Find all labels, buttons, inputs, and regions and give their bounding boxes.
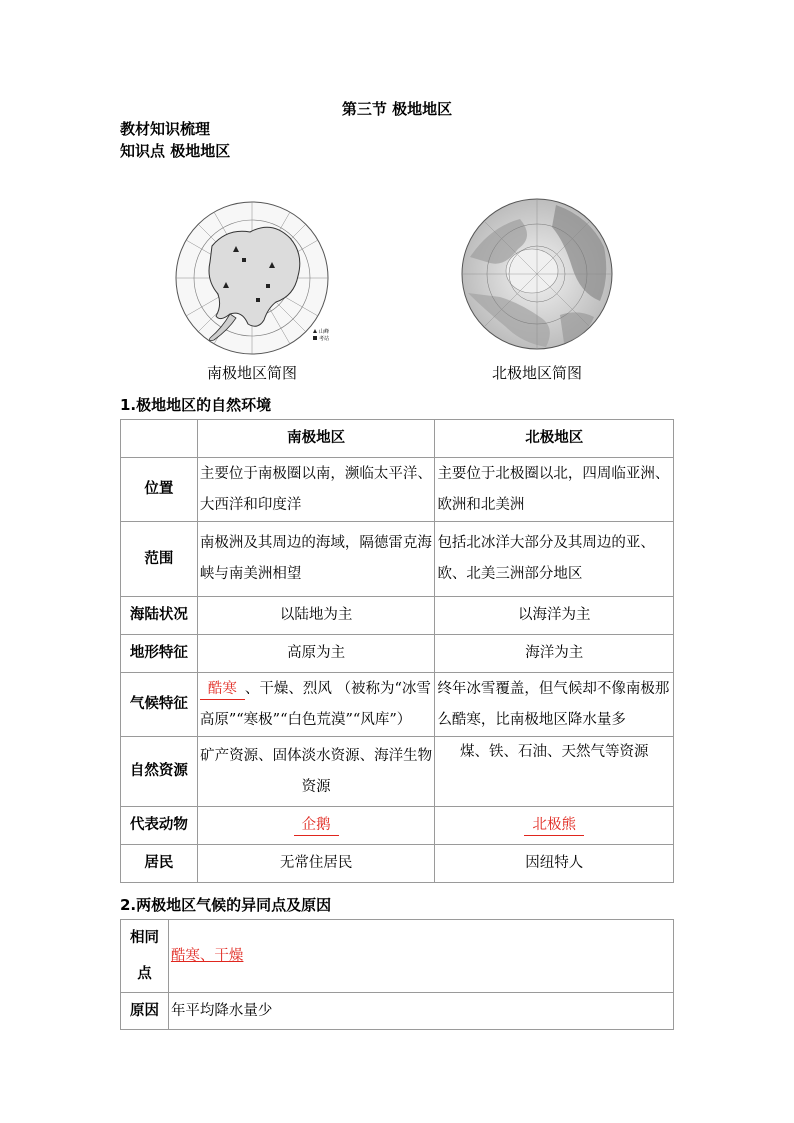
table-cell: 终年冰雪覆盖，但气候却不像南极那么酷寒，比南极地区降水量多 <box>435 673 674 737</box>
row-label: 气候特征 <box>121 673 198 737</box>
row-label: 范围 <box>121 522 198 597</box>
table-row <box>121 673 674 737</box>
table-cell: 高原为主 <box>197 635 435 673</box>
natural-environment-table <box>120 419 674 883</box>
table-header-antarctic: 南极地区 <box>197 420 435 458</box>
answer-blank: 企鹅 <box>294 815 339 836</box>
table-row <box>121 920 674 993</box>
row-label: 代表动物 <box>121 807 198 845</box>
answer-blank: 北极熊 <box>524 815 584 836</box>
table-row <box>121 737 674 807</box>
table-row <box>121 635 674 673</box>
heading-textbook-knowledge: 教材知识梳理 <box>120 120 211 138</box>
antarctic-map-caption: 南极地区简图 <box>207 364 298 382</box>
table-cell <box>197 673 435 737</box>
row-label: 自然资源 <box>121 737 198 807</box>
arctic-map-caption: 北极地区简图 <box>492 364 583 382</box>
table-header-arctic: 北极地区 <box>435 420 674 458</box>
answer-blank: 酷寒 <box>200 679 245 700</box>
heading-knowledge-point: 知识点 极地地区 <box>120 142 231 160</box>
table-cell: 以陆地为主 <box>197 597 435 635</box>
answer-cell: 酷寒、干燥 <box>168 920 673 993</box>
row-label: 相同点 <box>121 920 169 993</box>
row-label: 海陆状况 <box>121 597 198 635</box>
table-cell: 主要位于南极圈以南，濒临太平洋、大西洋和印度洋 <box>197 458 435 522</box>
section1-title: 1.极地地区的自然环境 <box>120 396 272 414</box>
antarctic-map-image <box>172 198 332 358</box>
section2-title: 2.两极地区气候的异同点及原因 <box>120 896 332 914</box>
table-row <box>121 597 674 635</box>
table-cell: 煤、铁、石油、天然气等资源 <box>435 737 674 807</box>
table-row <box>121 845 674 883</box>
table-cell: 矿产资源、固体淡水资源、海洋生物资源 <box>197 737 435 807</box>
page-title: 第三节 极地地区 <box>341 100 453 118</box>
arctic-map-image <box>460 197 614 351</box>
map-legend-station: 考站 <box>319 336 330 342</box>
table-cell: 海洋为主 <box>435 635 674 673</box>
map-legend-peak: 山峰 <box>319 329 330 335</box>
row-label: 地形特征 <box>121 635 198 673</box>
table-cell: 南极洲及其周边的海域，隔德雷克海峡与南美洲相望 <box>197 522 435 597</box>
table-cell: 因纽特人 <box>435 845 674 883</box>
row-label: 原因 <box>121 993 169 1030</box>
table-cell <box>435 807 674 845</box>
table-cell <box>197 807 435 845</box>
table-cell: 年平均降水量少 <box>168 993 673 1030</box>
table-cell: 无常住居民 <box>197 845 435 883</box>
table-cell: 以海洋为主 <box>435 597 674 635</box>
table-row <box>121 993 674 1030</box>
table-row <box>121 522 674 597</box>
cell-text: 、干燥、烈风 （被称为“冰雪高原”“寒极”“白色荒漠”“风库”） <box>199 680 431 728</box>
row-label: 位置 <box>121 458 198 522</box>
row-label: 居民 <box>121 845 198 883</box>
table-header-blank <box>121 420 198 458</box>
table-cell: 包括北冰洋大部分及其周边的亚、欧、北美三洲部分地区 <box>435 522 674 597</box>
table-row <box>121 807 674 845</box>
table-cell: 主要位于北极圈以北，四周临亚洲、欧洲和北美洲 <box>435 458 674 522</box>
table-row <box>121 420 674 458</box>
table-row <box>121 458 674 522</box>
climate-comparison-table <box>120 919 674 1030</box>
